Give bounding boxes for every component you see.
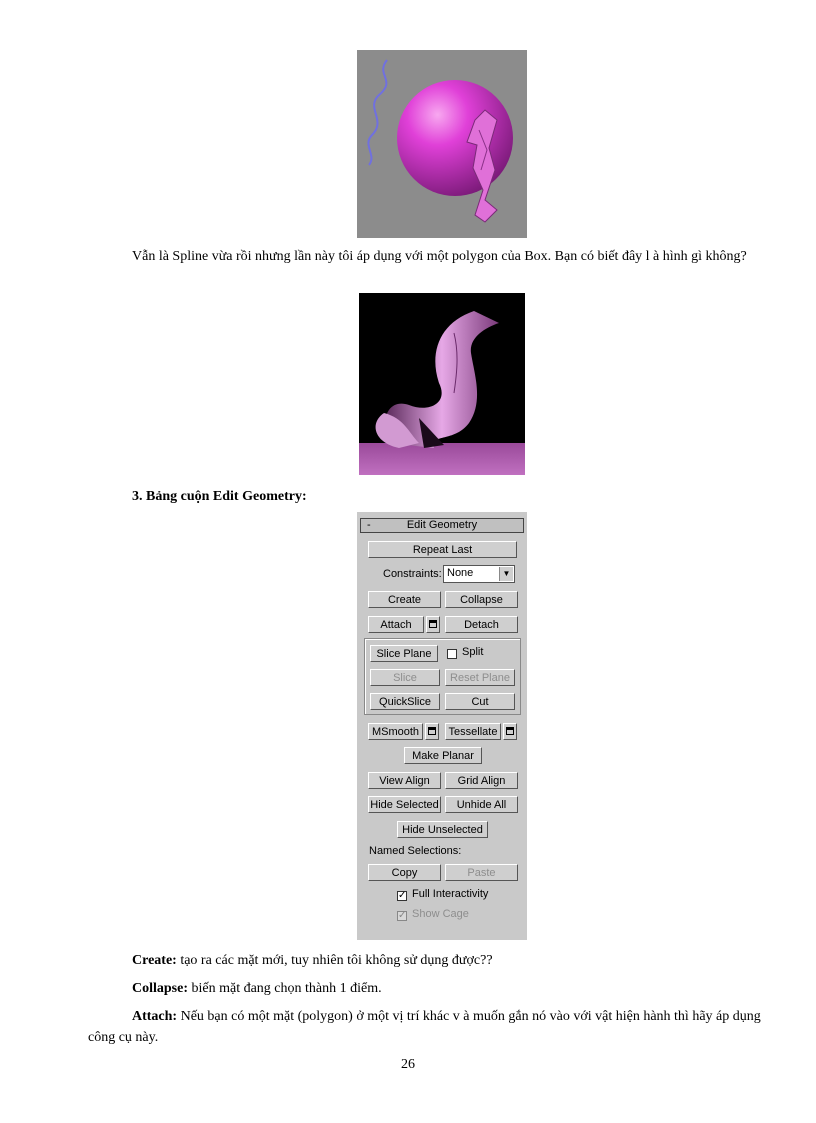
sphere-render-image: [357, 50, 527, 238]
make-planar-button[interactable]: Make Planar: [404, 747, 482, 764]
show-cage-checkbox[interactable]: ✓: [398, 910, 407, 921]
definition-term: Attach:: [132, 1009, 178, 1024]
definition-term: Create:: [132, 953, 177, 968]
attach-settings-icon[interactable]: [426, 616, 440, 633]
definition-create: [88, 950, 768, 971]
rollout-title-bar[interactable]: [360, 518, 524, 533]
definition-term: Collapse:: [132, 981, 188, 996]
full-interactivity-checkbox[interactable]: ✓: [398, 890, 407, 901]
split-checkbox[interactable]: [447, 649, 457, 659]
slice-button[interactable]: Slice: [370, 669, 440, 686]
named-selections-label: Named Selections:: [369, 845, 462, 857]
tube-render-graphic: [359, 293, 525, 475]
tube-render-image: [359, 293, 525, 475]
definition-text: tạo ra các mặt mới, tuy nhiên tôi không sử dụng được??: [176, 953, 493, 968]
reset-plane-button[interactable]: Reset Plane: [445, 669, 515, 686]
tessellate-button[interactable]: Tessellate: [445, 723, 501, 740]
tessellate-settings-icon[interactable]: [503, 723, 517, 740]
constraints-dropdown[interactable]: [443, 565, 515, 583]
attach-button[interactable]: Attach: [368, 616, 424, 633]
chevron-down-icon[interactable]: ▼: [499, 567, 513, 581]
definition-collapse: [88, 978, 768, 999]
cut-button[interactable]: Cut: [445, 693, 515, 710]
view-align-button[interactable]: View Align: [368, 772, 441, 789]
definition-text: Nếu bạn có một mặt (polygon) ở một vị trí khác v à muốn gắn nó vào với vật hiện hành thì hãy áp dụng công cụ này.: [88, 1009, 761, 1045]
sphere-render-graphic: [357, 50, 527, 238]
full-interactivity-label: Full Interactivity: [412, 888, 489, 900]
definition-attach: [88, 1006, 768, 1048]
constraints-value: None: [447, 567, 474, 579]
quickslice-button[interactable]: QuickSlice: [370, 693, 440, 710]
collapse-icon[interactable]: -: [367, 519, 371, 531]
page-number: 26: [401, 1057, 415, 1072]
slice-plane-button[interactable]: Slice Plane: [370, 645, 438, 662]
rollout-title: Edit Geometry: [406, 519, 478, 531]
definition-text: biến mặt đang chọn thành 1 điểm.: [188, 981, 382, 996]
unhide-all-button[interactable]: Unhide All: [445, 796, 518, 813]
copy-button[interactable]: Copy: [368, 864, 441, 881]
hide-selected-button[interactable]: Hide Selected: [368, 796, 441, 813]
collapse-button[interactable]: Collapse: [445, 591, 518, 608]
detach-button[interactable]: Detach: [445, 616, 518, 633]
hide-unselected-button[interactable]: Hide Unselected: [397, 821, 488, 838]
repeat-last-button[interactable]: Repeat Last: [368, 541, 517, 558]
section-heading: 3. Bảng cuộn Edit Geometry:: [132, 489, 307, 504]
msmooth-settings-icon[interactable]: [425, 723, 439, 740]
constraints-label: Constraints:: [383, 568, 442, 580]
intro-paragraph: Vẫn là Spline vừa rồi nhưng lần này tôi áp dụng với một polygon của Box. Bạn có biết đây l à hình gì không?: [132, 249, 747, 264]
msmooth-button[interactable]: MSmooth: [368, 723, 423, 740]
edit-geometry-rollout: [357, 512, 527, 940]
show-cage-label: Show Cage: [412, 908, 469, 920]
create-button[interactable]: Create: [368, 591, 441, 608]
split-label: Split: [462, 646, 484, 658]
paste-button[interactable]: Paste: [445, 864, 518, 881]
grid-align-button[interactable]: Grid Align: [445, 772, 518, 789]
